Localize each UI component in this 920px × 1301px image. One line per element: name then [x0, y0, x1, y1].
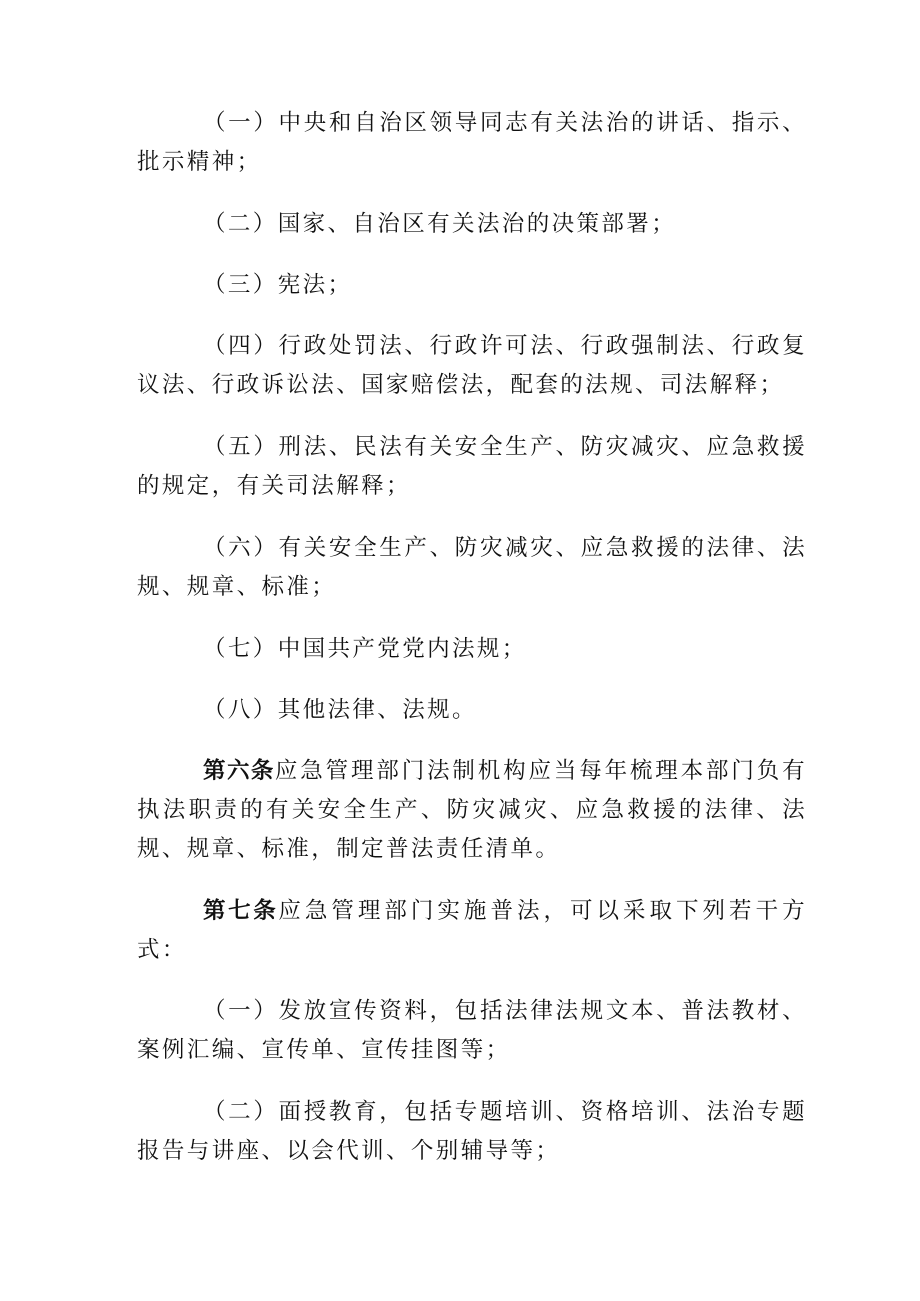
article5-item-7: （七）中国共产党党内法规；	[203, 636, 527, 662]
article-6-text: 应急管理部门法制机构应当每年梳理本部门负有执法职责的有关安全生产、防灾减灾、应急救援的法律、法规、规章、标准，制定普法责任清单。	[137, 758, 807, 862]
article-6	[137, 752, 807, 869]
article5-item-2: （二）国家、自治区有关法治的决策部署；	[203, 211, 677, 237]
article7-item-2: （二）面授教育，包括专题培训、资格培训、法治专题报告与讲座、以会代训、个别辅导等；	[137, 1099, 807, 1164]
article-6-number: 第六条	[203, 758, 275, 784]
document-body	[137, 104, 807, 1194]
article5-item-3: （三）宪法；	[203, 272, 353, 298]
article-7	[137, 892, 807, 970]
article5-item-6: （六）有关安全生产、防灾减灾、应急救援的法律、法规、规章、标准；	[137, 535, 807, 600]
article5-item-1: （一）中央和自治区领导同志有关法治的讲话、指示、批示精神；	[137, 110, 807, 175]
article5-item-8: （八）其他法律、法规。	[203, 697, 477, 723]
article5-item-5: （五）刑法、民法有关安全生产、防灾减灾、应急救援的规定，有关司法解释；	[137, 434, 807, 499]
article5-item-4: （四）行政处罚法、行政许可法、行政强制法、行政复议法、行政诉讼法、国家赔偿法，配套的法规、司法解释；	[137, 333, 807, 398]
article-7-number: 第七条	[203, 898, 279, 924]
article-7-text: 应急管理部门实施普法，可以采取下列若干方式：	[137, 898, 807, 963]
article7-item-1: （一）发放宣传资料，包括法律法规文本、普法教材、案例汇编、宣传单、宣传挂图等；	[137, 998, 807, 1063]
